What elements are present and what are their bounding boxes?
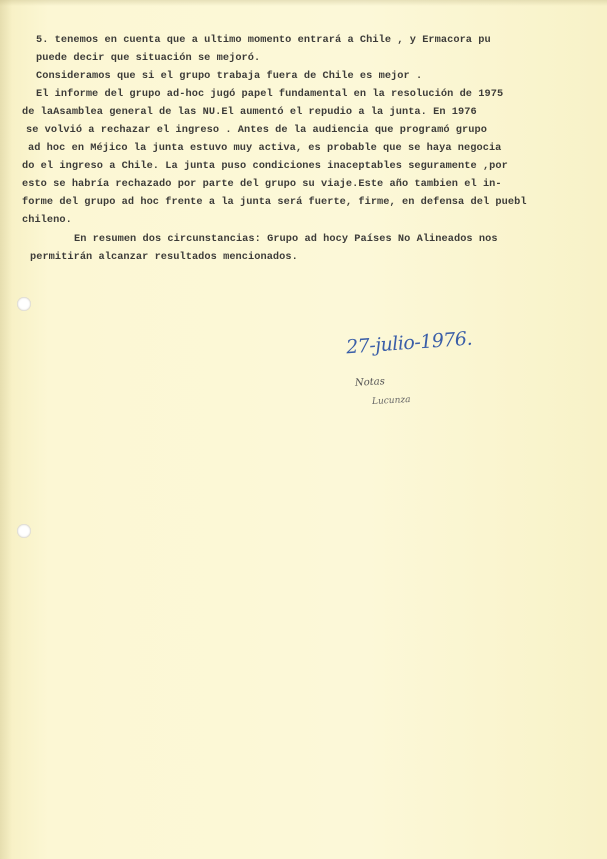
typed-line: ad hoc en Méjico la junta estuvo muy activa, es probable que se haya negocia <box>28 142 502 154</box>
typed-line: 5. tenemos en cuenta que a ultimo momento entrará a Chile , y Ermacora pu <box>36 34 491 46</box>
typed-line: esto se habría rechazado por parte del grupo su viaje.Este año tambien el in- <box>22 178 502 190</box>
typed-line: permitirán alcanzar resultados mencionados. <box>30 251 298 263</box>
typed-line: do el ingreso a Chile. La junta puso condiciones inaceptables seguramente ,por <box>22 160 508 172</box>
typed-line: El informe del grupo ad-hoc jugó papel fundamental en la resolución de 1975 <box>36 88 504 100</box>
typed-line: forme del grupo ad hoc frente a la junta será fuerte, firme, en defensa del puebl <box>22 196 527 208</box>
punch-hole <box>17 524 31 538</box>
typed-line: se volvió a rechazar el ingreso . Antes de la audiencia que programó grupo <box>26 124 487 136</box>
typed-line: chileno. <box>22 214 72 226</box>
typed-line: de laAsamblea general de las NU.El aumentó el repudio a la junta. En 1976 <box>22 106 477 118</box>
typed-line: puede decir que situación se mejoró. <box>36 52 261 64</box>
pencil-note: Lucunza <box>371 394 411 408</box>
punch-hole <box>17 297 31 311</box>
typed-line: En resumen dos circunstancias: Grupo ad hocy Países No Alineados nos <box>74 233 498 245</box>
handwritten-date: 27-julio-1976. <box>345 327 473 359</box>
typed-line: Consideramos que si el grupo trabaja fuera de Chile es mejor . <box>36 70 423 82</box>
page-edge-shadow <box>0 0 607 6</box>
pencil-note: Notas <box>354 376 386 389</box>
